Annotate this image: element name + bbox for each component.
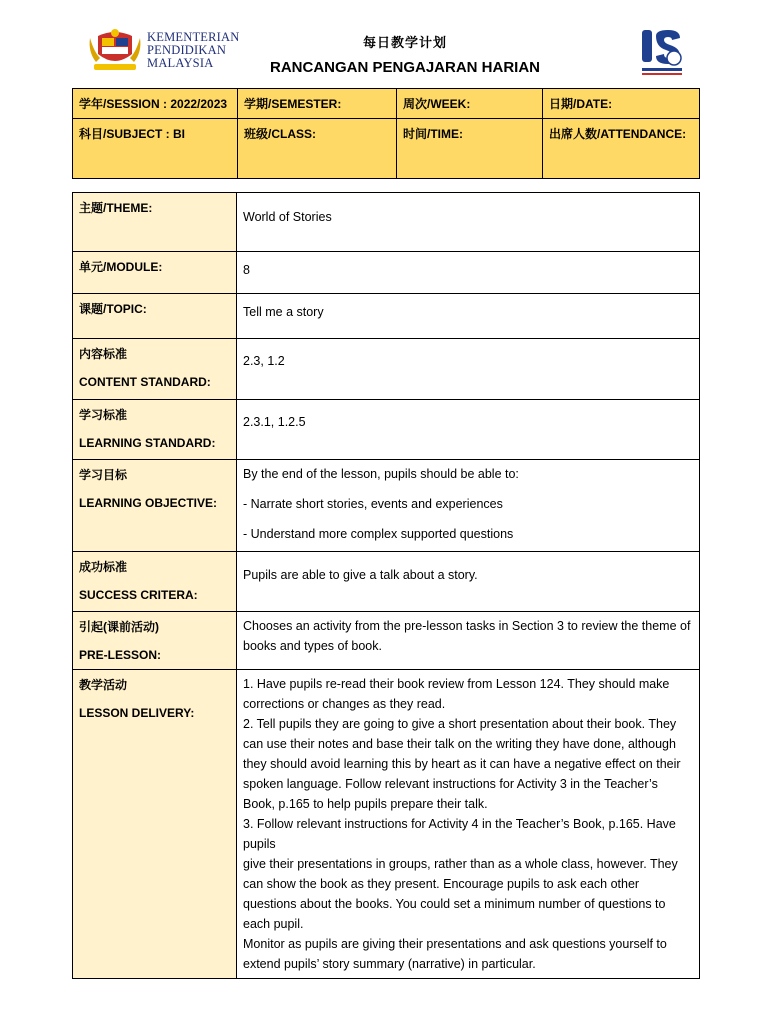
week-cell: 周次/WEEK: [397,89,543,119]
attendance-cell: 出席人数/ATTENDANCE: [543,119,700,179]
malaysia-crest-icon [88,28,142,74]
theme-value: World of Stories [237,193,700,252]
label-chinese: 引起(课前活动) [79,620,159,634]
time-cell: 时间/TIME: [397,119,543,179]
topic-value: Tell me a story [237,294,700,339]
lesson-plan-table [72,192,700,979]
success-criteria-value: Pupils are able to give a talk about a story. [237,552,700,612]
theme-label: 主题/THEME: [73,193,237,252]
date-cell: 日期/DATE: [543,89,700,119]
label-chinese: 教学活动 [79,678,128,692]
session-cell: 学年/SESSION : 2022/2023 [73,89,238,119]
ministry-line: KEMENTERIAN [147,30,240,44]
label-english: LEARNING OBJECTIVE: [79,496,218,510]
pre-lesson-label [73,612,237,670]
label-english: PRE-LESSON: [79,648,162,662]
table-row [73,193,700,252]
learning-standard-label [73,400,237,460]
delivery-step: give their presentations in groups, rather than as a whole class, however. They can show the book as they present. Encourage pupils to ask each other questions about the books. You could set a minimum number of questions to each pupil. [243,857,678,931]
label-chinese: 学习目标 [79,468,128,482]
table-row [73,400,700,460]
table-row [73,460,700,552]
learning-objective-label [73,460,237,552]
title-block [230,32,580,76]
document-header [0,0,768,85]
content-standard-label [73,339,237,400]
label-chinese: 成功标准 [79,560,128,574]
subject-cell: 科目/SUBJECT : BI [73,119,238,179]
objective-line: - Narrate short stories, events and experiences [243,497,503,511]
delivery-step: 2. Tell pupils they are going to give a short presentation about their book. They can use their notes and base their talk on the writing they have done, although they should avoid learning this by heart as it can have a negative effect on their spoken language. Follow relevant instructions for Activity 3 in the Teacher’s Book, p.165 to help pupils prepare their talk. [243,717,681,811]
topic-label: 课题/TOPIC: [73,294,237,339]
learning-objective-value [237,460,700,552]
table-row [73,670,700,979]
content-standard-value: 2.3, 1.2 [237,339,700,400]
session-info-table [72,88,700,179]
class-cell: 班级/CLASS: [238,119,397,179]
label-chinese: 内容标准 [79,347,128,361]
label-english: SUCCESS CRITERA: [79,588,198,602]
semester-cell: 学期/SEMESTER: [238,89,397,119]
module-label: 单元/MODULE: [73,252,237,294]
success-criteria-label [73,552,237,612]
delivery-step: Monitor as pupils are giving their presentations and ask questions yourself to extend pupils’ story summary (narrative) in particular. [243,937,667,971]
pre-lesson-value: Chooses an activity from the pre-lesson tasks in Section 3 to review the theme of books and types of book. [237,612,700,670]
ministry-logo [88,28,253,74]
module-value: 8 [237,252,700,294]
label-english: LESSON DELIVERY: [79,706,195,720]
learning-standard-value: 2.3.1, 1.2.5 [237,400,700,460]
lesson-delivery-value [237,670,700,979]
table-row [73,252,700,294]
ministry-name [147,31,239,70]
page-title: RANCANGAN PENGAJARAN HARIAN [269,59,540,76]
lesson-delivery-label [73,670,237,979]
label-english: CONTENT STANDARD: [79,375,211,389]
table-row [73,294,700,339]
objective-line: - Understand more complex supported questions [243,527,514,541]
school-logo-icon [640,28,684,76]
table-row [73,339,700,400]
table-row [73,552,700,612]
table-row [73,612,700,670]
title-chinese: 每日教学计划 [362,35,447,50]
delivery-step: 3. Follow relevant instructions for Activity 4 in the Teacher’s Book, p.165. Have pupils [243,817,676,851]
ministry-line: MALAYSIA [147,56,214,70]
objective-line: By the end of the lesson, pupils should be able to: [243,467,519,481]
label-chinese: 学习标准 [79,408,128,422]
ministry-line: PENDIDIKAN [147,43,227,57]
delivery-step: 1. Have pupils re-read their book review from Lesson 124. They should make corrections or changes as they read. [243,677,670,711]
label-english: LEARNING STANDARD: [79,436,216,450]
